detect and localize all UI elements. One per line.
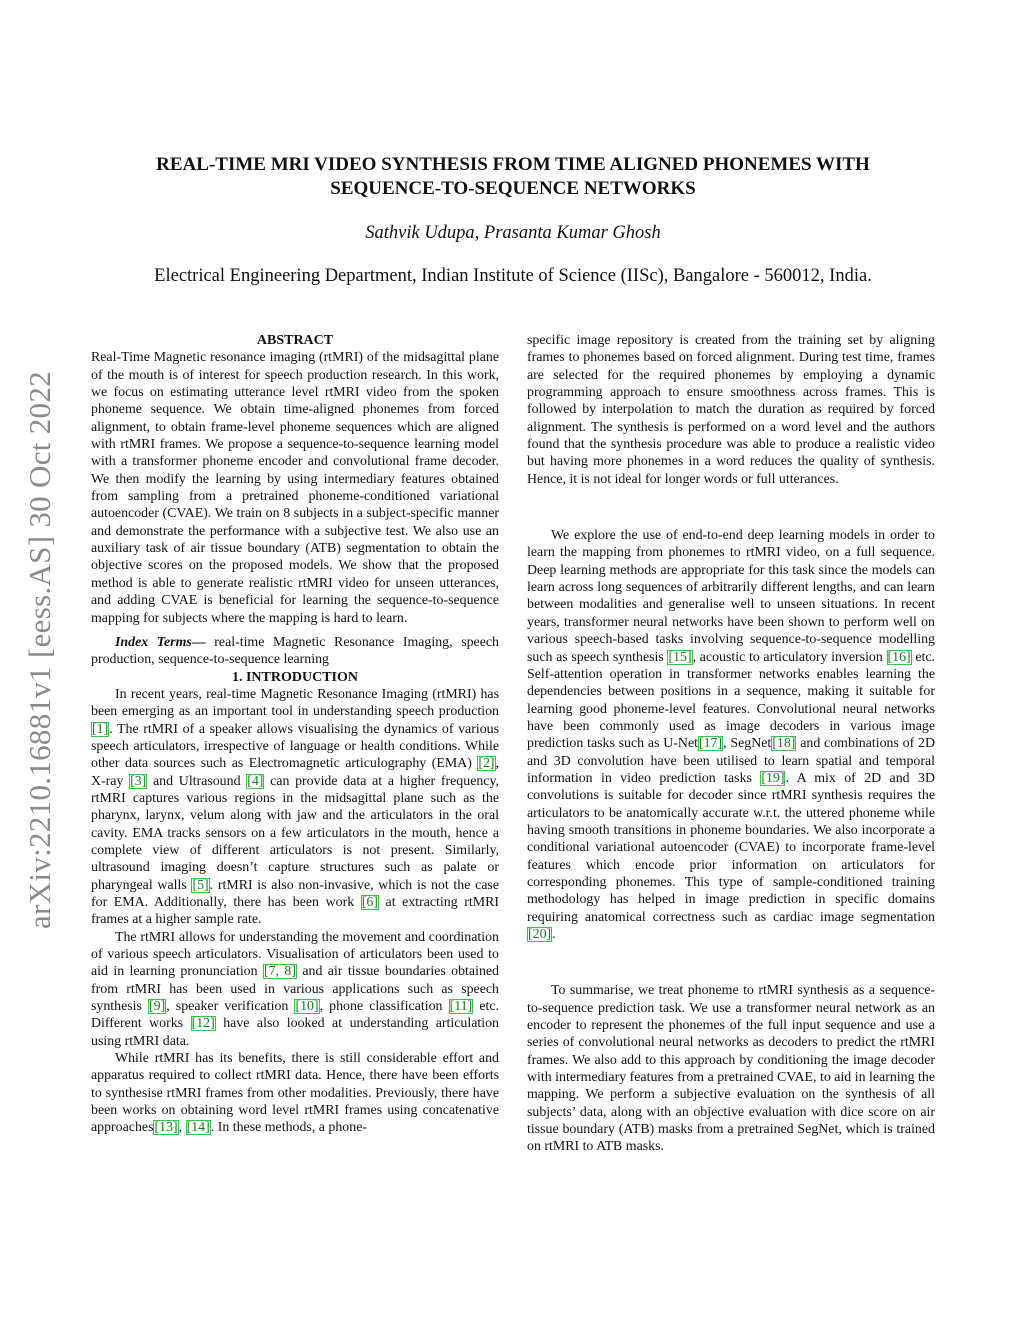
intro-paragraph-2: The rtMRI allows for understanding the movement and coordination of various speech articulators. Visualisation of articulators been used to aid in learning pronunciation [7, 8] and air tissue boundaries obtained from rtMRI has been used in various applications such as speech synthesis [9], speaker verification [10], phone classification [11] etc. Different works [12] have also looked at understanding articulation using rtMRI data. bbox=[91, 929, 499, 1049]
intro-heading: 1. INTRODUCTION bbox=[231, 669, 358, 685]
citation-link[interactable]: [13] bbox=[154, 1120, 178, 1136]
citation-link[interactable]: [16] bbox=[887, 649, 911, 665]
intro-paragraph-4: specific image repository is created from the training set by aligning frames to phonemes based on forced alignment. During test time, frames are selected for the required phonemes by employing a dynamic programming approach to ensure smoothness across frames. This is followed by interpolation to match the duration as required by forced alignment. The synthesis is performed on a word level and the authors found that the synthesis procedure was able to produce a realistic video but having more phonemes in a word reduces the quality of synthesis. Hence, it is not ideal for longer words or full utterances. bbox=[527, 333, 935, 487]
abstract-text: Real-Time Magnetic resonance imaging (rtMRI) of the midsagittal plane of the mouth is of interest for speech production research. In this work, we focus on estimating utterance level rtMRI video from the spoken phoneme sequence. We obtain time-aligned phonemes from forced alignment, to obtain frame-level phoneme sequences which are aligned with rtMRI frames. We propose a sequence-to-sequence learning model with a transformer phoneme encoder and convolutional frame decoder. We then modify the learning by using intermediary features obtained from sampling from a pretrained phoneme-conditioned variational autoencoder (CVAE). We train on 8 subjects in a subject-specific manner and demonstrate the performance with a subjective test. We also use an auxiliary task of air tissue boundary (ATB) segmentation to obtain the objective scores on the proposed models. We show that the proposed method is able to generate realistic rtMRI video for unseen utterances, and adding CVAE is beneficial for learning the sequence-to-sequence mapping for subjects where the mapping is hard to learn. bbox=[91, 350, 499, 626]
arxiv-identifier: arXiv:2210.16881v1 [eess.AS] 30 Oct 2022 bbox=[22, 371, 57, 929]
authors: Sathvik Udupa, Prasanta Kumar Ghosh bbox=[365, 223, 661, 243]
citation-link[interactable]: [14] bbox=[186, 1120, 210, 1136]
paper-title bbox=[90, 153, 936, 201]
title-line-2: SEQUENCE-TO-SEQUENCE NETWORKS bbox=[330, 178, 696, 199]
index-terms-label: Index Terms— bbox=[115, 634, 206, 650]
citation-link[interactable]: [1] bbox=[92, 721, 109, 737]
citation-link[interactable]: [6] bbox=[361, 895, 378, 910]
left-column bbox=[91, 332, 499, 1137]
citation-link[interactable]: [9] bbox=[149, 999, 166, 1015]
intro-paragraph-5: We explore the use of end-to-end deep learning models in order to learn the mapping from phonemes to rtMRI video, on a full sequence. Deep learning methods are appropriate for this task since the models can learn across long sequences of arbitrarily different lengths, and can learn between modalities and generalise well to unseen situations. In recent years, transformer neural networks have been shown to perform well on various speech-based tasks involving sequence-to-sequence modelling such as speech synthesis [15], acoustic to articulatory inversion [16] etc. Self-attention operation in transformer networks enables learning the dependencies between positions in a sequence, making it suitable for learning good phoneme-level features. Convolutional neural networks have been commonly used as image decoders in various image prediction tasks such as U-Net[17], SegNet[18] and combinations of 2D and 3D convolution have been utilised to learn spatial and temporal information in video prediction tasks [19]. A mix of 2D and 3D convolutions is suitable for decoder since rtMRI synthesis requires the articulators to be anatomically accurate w.r.t. the uttered phoneme while having smooth transitions in phoneme boundaries. We also incorporate a conditional variational autoencoder (CVAE) to incorporate frame-level features which encode prior information on articulators for corresponding phonemes. This type of sample-conditioned training methodology has helped in image prediction in specific domains requiring anatomical correctness such as cardiac image segmentation [20]. bbox=[527, 528, 936, 942]
citation-link[interactable]: [20] bbox=[528, 927, 552, 942]
citation-link[interactable]: [10] bbox=[295, 999, 319, 1015]
citation-link[interactable]: [12] bbox=[191, 1016, 215, 1032]
citation-link[interactable]: [4] bbox=[247, 773, 264, 789]
abstract-heading: ABSTRACT bbox=[256, 333, 334, 348]
arxiv-sidebar bbox=[10, 340, 70, 960]
affiliation: Electrical Engineering Department, Indian Institute of Science (IISc), Bangalore - 560012, India. bbox=[154, 266, 872, 286]
citation-link[interactable]: [17] bbox=[698, 736, 723, 752]
title-line-1: REAL-TIME MRI VIDEO SYNTHESIS FROM TIME ALIGNED PHONEMES WITH bbox=[156, 154, 870, 175]
intro-paragraph-3: While rtMRI has its benefits, there is still considerable effort and apparatus required to collect rtMRI data. Hence, there have been efforts to synthesise rtMRI frames from other modalities. Previously, there have been works on obtaining word level rtMRI frames using concatenative approaches[13], [14]. In these methods, a phone- bbox=[91, 1051, 499, 1136]
citation-link[interactable]: [19] bbox=[761, 770, 785, 786]
citation-link[interactable]: [18] bbox=[772, 736, 796, 752]
citation-link[interactable]: [5] bbox=[192, 877, 209, 893]
citation-link[interactable]: [7, 8] bbox=[263, 964, 296, 980]
citation-link[interactable]: [15] bbox=[668, 649, 692, 665]
index-terms-text: real-time Magnetic Resonance Imaging, speech production, sequence-to-sequence learning bbox=[91, 634, 499, 668]
intro-paragraph-1: In recent years, real-time Magnetic Resonance Imaging (rtMRI) has been emerging as an important tool in understanding speech production [1]. The rtMRI of a speaker allows visualising the dynamics of various speech articulators, irrespective of language or health conditions. While other data sources such as Electromagnetic articulography (EMA) [2], X-ray [3] and Ultrasound [4] can provide data at a higher frequency, rtMRI captures various regions in the midsagittal plane such as the pharynx, larynx, velum along with jaw and the articulators in the oral cavity. EMA tracks sensors on a few articulators in the mouth, hence a complete view of different articulators is not present. Similarly, ultrasound imaging doesn’t capture structures such as palate or pharyngeal walls [5]. rtMRI is also non-invasive, which is not the case for EMA. Additionally, there has been work [6] at extracting rtMRI frames at a higher sample rate. bbox=[91, 686, 499, 928]
citation-link[interactable]: [3] bbox=[130, 773, 147, 789]
index-terms bbox=[91, 634, 499, 669]
intro-paragraph-6: To summarise, we treat phoneme to rtMRI synthesis as a sequence-to-sequence prediction task. We use a transformer neural network as an encoder to represent the phonemes of the full input sequence and use a series of convolutional neural networks as decoders to predict the rtMRI frames. We also add to this approach by conditioning the image decoder with intermediary features from a pretrained CVAE, to aid in learning the mapping. We perform a subjective evaluation on the synthesis of all subjects’ data, along with an objective evaluation with dice score on air tissue boundary (ATB) masks from a pretrained SegNet, which is trained on rtMRI to ATB masks. bbox=[527, 983, 935, 1155]
citation-link[interactable]: [2] bbox=[478, 756, 495, 772]
right-column bbox=[527, 332, 935, 1156]
citation-link[interactable]: [11] bbox=[449, 999, 473, 1015]
